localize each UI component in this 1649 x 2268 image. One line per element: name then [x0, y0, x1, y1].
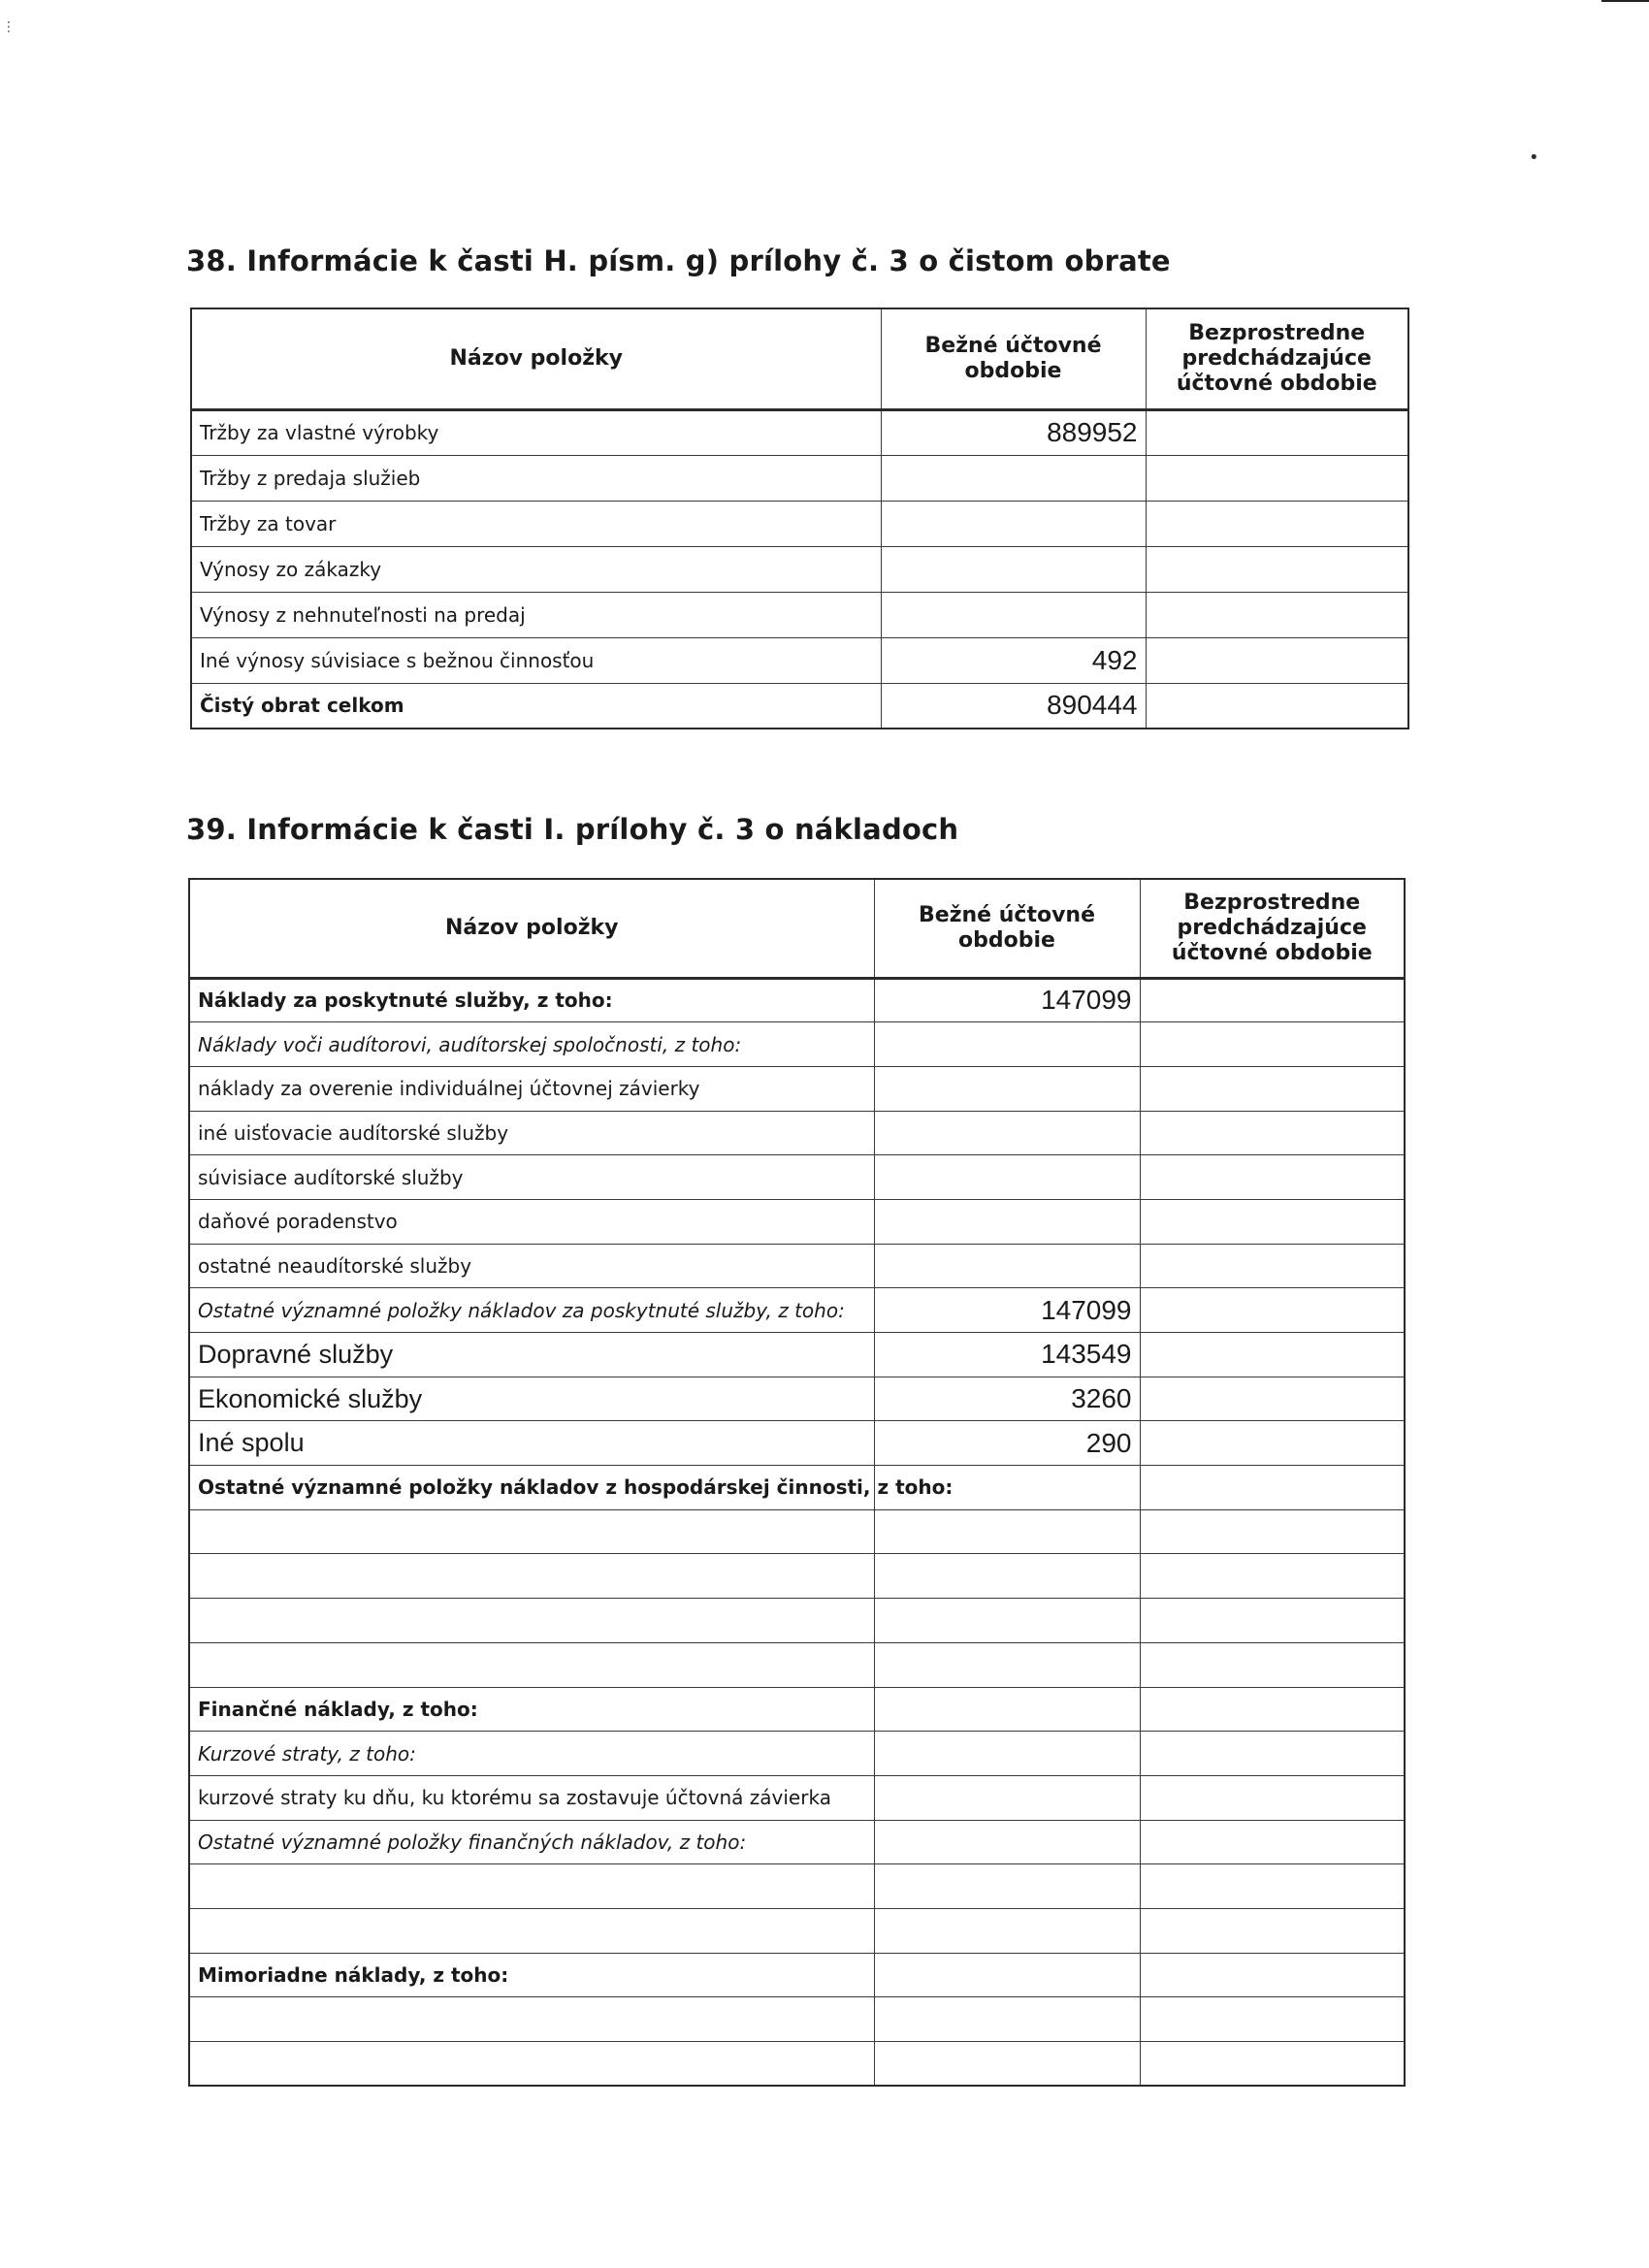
current-period-value	[874, 1775, 1140, 1820]
previous-period-value	[1140, 978, 1405, 1022]
previous-period-value	[1140, 1775, 1405, 1820]
current-period-value	[874, 1199, 1140, 1244]
previous-period-value	[1140, 1066, 1405, 1111]
previous-period-value	[1140, 1199, 1405, 1244]
scan-edge-line	[1601, 0, 1649, 2]
table-row	[189, 1199, 1405, 1244]
row-label: kurzové straty ku dňu, ku ktorému sa zostavuje účtovná závierka	[189, 1775, 874, 1820]
current-period-value	[874, 1820, 1140, 1864]
current-period-value: 3260	[874, 1377, 1140, 1421]
current-period-value	[881, 455, 1146, 501]
previous-period-value	[1140, 1687, 1405, 1732]
previous-period-value	[1140, 1642, 1405, 1687]
header-current-period: Bežné účtovné obdobie	[881, 308, 1146, 409]
table-row	[189, 1642, 1405, 1687]
previous-period-value	[1140, 1554, 1405, 1599]
row-label	[189, 2042, 874, 2087]
current-period-value	[874, 1599, 1140, 1643]
previous-period-value	[1140, 2042, 1405, 2087]
current-period-value	[874, 1864, 1140, 1909]
row-label: Ekonomické služby	[189, 1377, 874, 1421]
current-period-value	[881, 501, 1146, 546]
table-row	[189, 1111, 1405, 1155]
previous-period-value	[1140, 1509, 1405, 1554]
header-previous-period: Bezprostredne predchádzajúce účtovné obdobie	[1146, 308, 1408, 409]
current-period-value	[874, 1953, 1140, 1997]
previous-period-value	[1140, 1997, 1405, 2042]
current-period-value: 890444	[881, 683, 1146, 729]
previous-period-value	[1140, 1288, 1405, 1333]
row-label	[189, 1599, 874, 1643]
current-period-value	[874, 1244, 1140, 1288]
table-row	[189, 1509, 1405, 1554]
previous-period-value	[1140, 1599, 1405, 1643]
row-label	[189, 1864, 874, 1909]
previous-period-value	[1140, 1908, 1405, 1953]
scan-speck: •	[1529, 147, 1539, 168]
current-period-value	[874, 1642, 1140, 1687]
table-row	[189, 1775, 1405, 1820]
row-label: daňové poradenstvo	[189, 1199, 874, 1244]
table-row	[189, 1155, 1405, 1200]
row-label	[189, 1554, 874, 1599]
row-label: Tržby za tovar	[191, 501, 881, 546]
previous-period-value	[1140, 1333, 1405, 1377]
previous-period-value	[1140, 1155, 1405, 1200]
header-previous-period: Bezprostredne predchádzajúce účtovné obdobie	[1140, 879, 1405, 978]
table-row	[189, 1908, 1405, 1953]
current-period-value	[874, 1732, 1140, 1776]
previous-period-value	[1146, 546, 1408, 592]
scan-speck: ⋮	[2, 19, 16, 35]
section-39-title: 39. Informácie k časti I. prílohy č. 3 o nákladoch	[186, 813, 959, 846]
table-row	[191, 637, 1408, 683]
previous-period-value	[1146, 501, 1408, 546]
row-label: Tržby z predaja služieb	[191, 455, 881, 501]
table-row	[189, 1997, 1405, 2042]
row-label: iné uisťovacie audítorské služby	[189, 1111, 874, 1155]
row-label: Náklady voči audítorovi, audítorskej spoločnosti, z toho:	[189, 1022, 874, 1067]
previous-period-value	[1146, 592, 1408, 637]
table-row	[189, 1554, 1405, 1599]
previous-period-value	[1140, 1022, 1405, 1067]
table-row	[189, 1599, 1405, 1643]
header-item-name: Názov položky	[191, 308, 881, 409]
previous-period-value	[1140, 1466, 1405, 1510]
current-period-value	[874, 1908, 1140, 1953]
table-row	[189, 1377, 1405, 1421]
table-row	[189, 1466, 1405, 1510]
table-row	[189, 1953, 1405, 1997]
previous-period-value	[1140, 1111, 1405, 1155]
row-label: náklady za overenie individuálnej účtovnej závierky	[189, 1066, 874, 1111]
row-label: Výnosy zo zákazky	[191, 546, 881, 592]
row-label: Kurzové straty, z toho:	[189, 1732, 874, 1776]
table-row	[189, 1066, 1405, 1111]
row-label: Výnosy z nehnuteľnosti na predaj	[191, 592, 881, 637]
table-row	[189, 1333, 1405, 1377]
current-period-value	[874, 1022, 1140, 1067]
costs-table	[188, 878, 1406, 2087]
table-row	[191, 546, 1408, 592]
table-row	[189, 1687, 1405, 1732]
current-period-value: 492	[881, 637, 1146, 683]
section-38-title: 38. Informácie k časti H. písm. g) prílohy č. 3 o čistom obrate	[186, 244, 1171, 277]
previous-period-value	[1140, 1244, 1405, 1288]
current-period-value: 147099	[874, 978, 1140, 1022]
previous-period-value	[1140, 1377, 1405, 1421]
row-label: Náklady za poskytnuté služby, z toho:	[189, 978, 874, 1022]
current-period-value	[881, 592, 1146, 637]
row-label: Iné spolu	[189, 1421, 874, 1466]
row-label: Čistý obrat celkom	[191, 683, 881, 729]
current-period-value: 147099	[874, 1288, 1140, 1333]
current-period-value	[874, 1554, 1140, 1599]
row-label: Ostatné významné položky finančných nákladov, z toho:	[189, 1820, 874, 1864]
table-row	[189, 1732, 1405, 1776]
table-row	[189, 978, 1405, 1022]
current-period-value	[874, 1111, 1140, 1155]
previous-period-value	[1146, 683, 1408, 729]
previous-period-value	[1140, 1820, 1405, 1864]
current-period-value	[874, 1509, 1140, 1554]
previous-period-value	[1146, 637, 1408, 683]
table-row	[189, 2042, 1405, 2087]
row-label	[189, 1509, 874, 1554]
current-period-value	[874, 1687, 1140, 1732]
current-period-value: 290	[874, 1421, 1140, 1466]
row-label: Ostatné významné položky nákladov z hospodárskej činnosti, z toho:	[189, 1466, 874, 1510]
table-row	[191, 501, 1408, 546]
previous-period-value	[1146, 455, 1408, 501]
current-period-value: 143549	[874, 1333, 1140, 1377]
table-header-row	[191, 308, 1408, 409]
row-label	[189, 1997, 874, 2042]
current-period-value	[881, 546, 1146, 592]
current-period-value	[874, 1997, 1140, 2042]
table-row	[191, 592, 1408, 637]
table-header-row	[189, 879, 1405, 978]
current-period-value: 889952	[881, 409, 1146, 455]
row-label: súvisiace audítorské služby	[189, 1155, 874, 1200]
row-label: Iné výnosy súvisiace s bežnou činnosťou	[191, 637, 881, 683]
table-row	[189, 1244, 1405, 1288]
row-label	[189, 1908, 874, 1953]
table-row	[189, 1820, 1405, 1864]
current-period-value	[874, 1155, 1140, 1200]
table-row	[189, 1864, 1405, 1909]
table-row	[191, 409, 1408, 455]
previous-period-value	[1140, 1953, 1405, 1997]
header-current-period: Bežné účtovné obdobie	[874, 879, 1140, 978]
row-label: Mimoriadne náklady, z toho:	[189, 1953, 874, 1997]
current-period-value	[874, 1066, 1140, 1111]
revenue-table	[190, 308, 1409, 729]
row-label: Dopravné služby	[189, 1333, 874, 1377]
previous-period-value	[1140, 1864, 1405, 1909]
row-label: ostatné neaudítorské služby	[189, 1244, 874, 1288]
table-row	[191, 455, 1408, 501]
previous-period-value	[1146, 409, 1408, 455]
row-label: Ostatné významné položky nákladov za poskytnuté služby, z toho:	[189, 1288, 874, 1333]
row-label	[189, 1642, 874, 1687]
row-label: Finančné náklady, z toho:	[189, 1687, 874, 1732]
current-period-value	[874, 2042, 1140, 2087]
table-row	[191, 683, 1408, 729]
previous-period-value	[1140, 1732, 1405, 1776]
table-row	[189, 1288, 1405, 1333]
previous-period-value	[1140, 1421, 1405, 1466]
table-row	[189, 1022, 1405, 1067]
table-row	[189, 1421, 1405, 1466]
header-item-name: Názov položky	[189, 879, 874, 978]
row-label: Tržby za vlastné výrobky	[191, 409, 881, 455]
